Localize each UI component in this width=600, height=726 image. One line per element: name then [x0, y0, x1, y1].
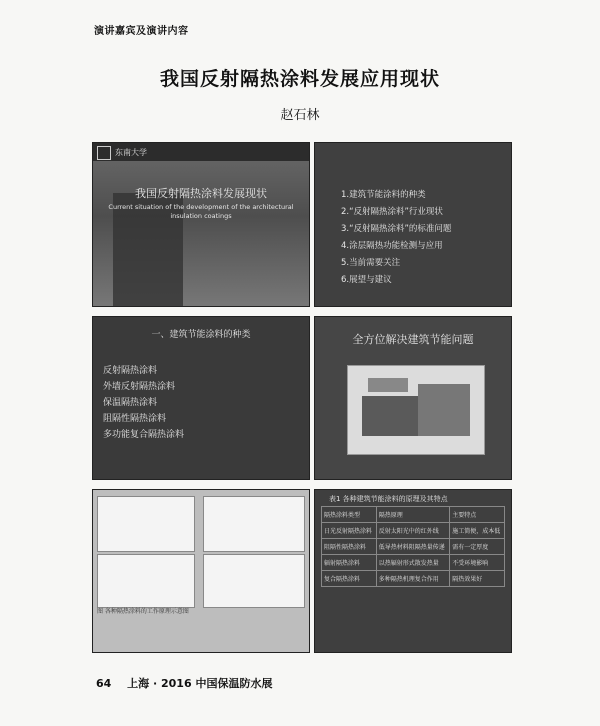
list-item: 外墙反射隔热涂料 — [103, 382, 176, 392]
slide-coating-types — [92, 316, 310, 480]
footer-text: 上海 · 2016 中国保温防水展 — [127, 677, 273, 690]
table-cell: 阻隔性隔热涂料 — [322, 539, 377, 555]
university-name: 东南大学 — [115, 148, 147, 157]
slide1-title: 我国反射隔热涂料发展现状 — [135, 187, 267, 200]
slide3-heading: 一、建筑节能涂料的种类 — [151, 330, 251, 340]
radiation-diagram — [97, 554, 195, 608]
table-cell: 不受环境影响 — [450, 555, 505, 571]
list-item: 2.“反射隔热涂料”行业现状 — [341, 207, 443, 217]
table-cell: 多种隔热机理复合作用 — [376, 571, 449, 587]
contents-list — [341, 187, 451, 289]
list-item: 4.涂层隔热功能检测与应用 — [341, 241, 443, 251]
list-item: 1.建筑节能涂料的种类 — [341, 190, 426, 200]
column-header: 隔热涂料类型 — [322, 507, 377, 523]
list-item: 阻隔性隔热涂料 — [103, 414, 167, 424]
table-cell: 施工简便，成本低 — [450, 523, 505, 539]
list-item: 6.展望与建议 — [341, 275, 392, 285]
list-item: 3.“反射隔热涂料”的标准问题 — [341, 224, 452, 234]
page-number: 64 — [96, 677, 112, 690]
table-cell: 低导热材料阻隔热量传递 — [376, 539, 449, 555]
building-diagram-image — [347, 365, 485, 455]
table-row — [322, 571, 505, 587]
table-row — [322, 539, 505, 555]
page-footer — [96, 675, 272, 691]
slide-principle-table — [314, 489, 512, 653]
slide-title — [92, 142, 310, 307]
slide-contents — [314, 142, 512, 307]
coating-types-list — [103, 363, 184, 443]
list-item: 保温隔热涂料 — [103, 398, 158, 408]
list-item: 反射隔热涂料 — [103, 366, 158, 376]
slide-building-energy — [314, 316, 512, 480]
slide4-heading: 全方位解决建筑节能问题 — [352, 333, 474, 346]
slide1-subtitle: Current situation of the development of the architectural insulation coatings — [108, 203, 294, 220]
table-cell: 反射太阳光中的红外线 — [376, 523, 449, 539]
table-cell: 隔热效果好 — [450, 571, 505, 587]
article-title: 我国反射隔热涂料发展应用现状 — [159, 68, 440, 90]
table-cell: 需有一定厚度 — [450, 539, 505, 555]
author-name: 赵石林 — [280, 108, 320, 123]
page-header: 演讲嘉宾及演讲内容 — [94, 26, 189, 37]
principle-table — [321, 506, 505, 587]
table-caption: 表1 各种建筑节能涂料的原理及其特点 — [329, 495, 448, 503]
slide-header-bar — [93, 143, 309, 161]
slide5-caption: 图 各种隔热涂料的工作原理示意图 — [97, 608, 189, 615]
reflection-diagram — [97, 496, 195, 552]
table-cell: 复合隔热涂料 — [322, 571, 377, 587]
university-logo-icon — [97, 146, 111, 160]
list-item: 5.当前需要关注 — [341, 258, 401, 268]
table-header-row — [322, 507, 505, 523]
slide-principle-diagrams — [92, 489, 310, 653]
table-cell: 日光反射隔热涂料 — [322, 523, 377, 539]
list-item: 多功能复合隔热涂料 — [103, 430, 185, 440]
column-header: 隔热原理 — [376, 507, 449, 523]
table-row — [322, 523, 505, 539]
composite-diagram — [203, 554, 305, 608]
table-cell: 以热辐射形式散发热量 — [376, 555, 449, 571]
table-row — [322, 555, 505, 571]
table-cell: 辐射隔热涂料 — [322, 555, 377, 571]
barrier-diagram — [203, 496, 305, 552]
column-header: 主要特点 — [450, 507, 505, 523]
